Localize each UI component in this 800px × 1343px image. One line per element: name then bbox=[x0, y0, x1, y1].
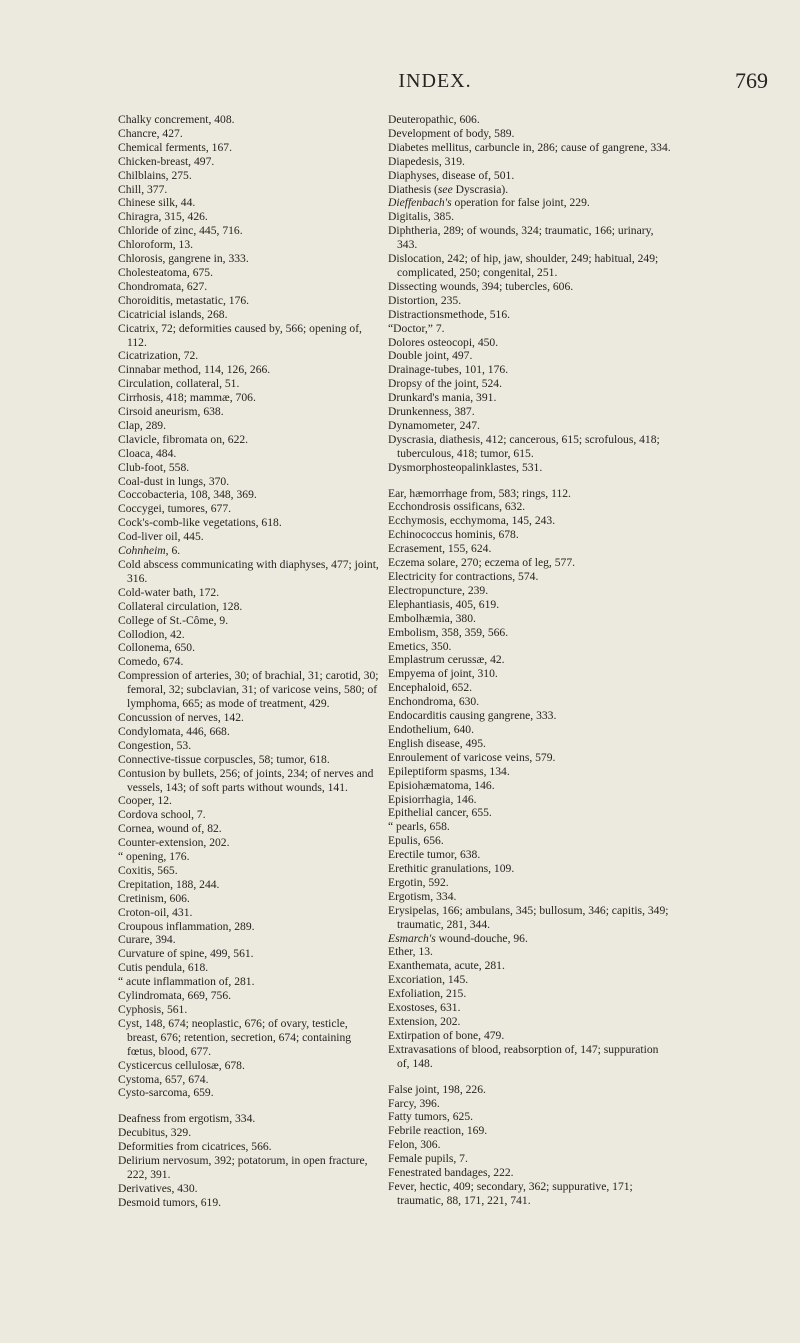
index-entry: Cock's-comb-like vegetations, 618. bbox=[118, 516, 282, 530]
index-entry: Double joint, 497. bbox=[388, 349, 473, 363]
index-entry: Embolism, 358, 359, 566. bbox=[388, 625, 509, 639]
index-entry: Distortion, 235. bbox=[388, 293, 462, 307]
index-entry: Enroulement of varicose veins, 579. bbox=[388, 750, 556, 764]
index-entry: Farcy, 396. bbox=[388, 1096, 440, 1110]
index-entry: Chondromata, 627. bbox=[118, 279, 208, 293]
index-entry: Ergotin, 592. bbox=[388, 875, 449, 889]
index-entry: Dysmorphosteopalinklastes, 531. bbox=[388, 460, 543, 474]
index-entry: Felon, 306. bbox=[388, 1138, 441, 1152]
index-entry: Cretinism, 606. bbox=[118, 891, 190, 905]
index-entry: Drainage-tubes, 101, 176. bbox=[388, 363, 509, 377]
index-entry: “ opening, 176. bbox=[118, 850, 190, 864]
index-entry: Chilblains, 275. bbox=[118, 168, 192, 182]
index-entry: Congestion, 53. bbox=[118, 738, 192, 752]
index-entry: Chill, 377. bbox=[118, 182, 168, 196]
index-entry: Cyphosis, 561. bbox=[118, 1003, 188, 1016]
index-entry: Croupous inflammation, 289. bbox=[118, 919, 255, 933]
index-entry: Connective-tissue corpuscles, 58; tumor, 618. bbox=[118, 752, 330, 766]
index-entry: Erysipelas, 166; ambulans, 345; bullosum, 346; capitis, 349; traumatic, 281, 344. bbox=[388, 903, 669, 931]
index-column-left bbox=[118, 113, 380, 1210]
index-entry: Extirpation of bone, 479. bbox=[388, 1028, 505, 1042]
index-entry: Cirrhosis, 418; mammæ, 706. bbox=[118, 391, 256, 405]
index-entry: Extravasations of blood, reabsorption of, 147; suppuration of, 148. bbox=[388, 1042, 659, 1070]
index-entry: Epulis, 656. bbox=[388, 834, 444, 848]
index-entry: Concussion of nerves, 142. bbox=[118, 710, 244, 724]
index-entry: Coal-dust in lungs, 370. bbox=[118, 474, 230, 488]
index-entry: Chalky concrement, 408. bbox=[118, 113, 235, 126]
index-entry: Exanthemata, acute, 281. bbox=[388, 959, 505, 973]
index-entry: Dynamometer, 247. bbox=[388, 418, 480, 432]
page-number: 769 bbox=[735, 68, 768, 93]
index-entry: Chloroform, 13. bbox=[118, 238, 194, 252]
section-gap bbox=[118, 1100, 380, 1112]
index-entry: Collonema, 650. bbox=[118, 641, 195, 655]
index-entry: Elephantiasis, 405, 619. bbox=[388, 597, 500, 611]
index-entry: Club-foot, 558. bbox=[118, 460, 190, 474]
section-gap bbox=[388, 1071, 672, 1083]
index-entry: Cold abscess communicating with diaphyses, 477; joint, 316. bbox=[118, 558, 379, 585]
index-entry: Episiorrhagia, 146. bbox=[388, 792, 477, 806]
index-entry: Comedo, 674. bbox=[118, 655, 184, 669]
index-entry: Cooper, 12. bbox=[118, 794, 172, 808]
index-entry: Eczema solare, 270; eczema of leg, 577. bbox=[388, 556, 576, 570]
index-entry: Ether, 13. bbox=[388, 945, 433, 959]
index-entry: Drunkenness, 387. bbox=[388, 405, 475, 419]
index-entry: Cod-liver oil, 445. bbox=[118, 530, 204, 544]
index-entry: Endothelium, 640. bbox=[388, 722, 474, 736]
index-entry: Development of body, 589. bbox=[388, 126, 515, 140]
index-entry: Cirsoid aneurism, 638. bbox=[118, 405, 224, 419]
index-entry: Condylomata, 446, 668. bbox=[118, 724, 230, 738]
index-entry: Crepitation, 188, 244. bbox=[118, 877, 220, 891]
index-entry: Cutis pendula, 618. bbox=[118, 961, 209, 975]
index-entry: Deformities from cicatrices, 566. bbox=[118, 1140, 272, 1154]
index-entry: Diaphyses, disease of, 501. bbox=[388, 168, 515, 182]
index-entry: Chancre, 427. bbox=[118, 126, 183, 140]
index-entry: Cysto-sarcoma, 659. bbox=[118, 1086, 214, 1100]
index-entry: Chinese silk, 44. bbox=[118, 196, 196, 210]
index-entry: Excoriation, 145. bbox=[388, 973, 469, 987]
index-entry: Compression of arteries, 30; of brachial, 31; carotid, 30; femoral, 32; subclavian, 31; of varicose veins, 580; of lymphoma, 665; as mode of treatment, 429. bbox=[118, 669, 379, 711]
index-entry: Digitalis, 385. bbox=[388, 210, 455, 224]
index-entry: Cinnabar method, 114, 126, 266. bbox=[118, 363, 271, 377]
index-entry: Cicatrix, 72; deformities caused by, 566; opening of, 112. bbox=[118, 321, 362, 349]
index-entry: Enchondroma, 630. bbox=[388, 695, 480, 709]
index-entry: “Doctor,” 7. bbox=[388, 321, 445, 335]
index-entry: “ pearls, 658. bbox=[388, 820, 450, 834]
index-entry: College of St.-Côme, 9. bbox=[118, 613, 229, 627]
index-entry: Dislocation, 242; of hip, jaw, shoulder, 249; habitual, 249; complicated, 250; congenital, 251. bbox=[388, 252, 659, 279]
index-entry: Counter-extension, 202. bbox=[118, 836, 230, 850]
index-entry: Collodion, 42. bbox=[118, 627, 185, 641]
index-entry: Cicatricial islands, 268. bbox=[118, 307, 228, 321]
index-entry: Female pupils, 7. bbox=[388, 1152, 468, 1166]
index-entry: Chemical ferments, 167. bbox=[118, 140, 232, 154]
index-entry: Empyema of joint, 310. bbox=[388, 667, 498, 681]
index-entry: Cysticercus cellulosæ, 678. bbox=[118, 1058, 245, 1072]
index-entry: Croton-oil, 431. bbox=[118, 905, 193, 919]
index-entry: Ecchondrosis ossificans, 632. bbox=[388, 500, 526, 514]
index-entry: Dissecting wounds, 394; tubercles, 606. bbox=[388, 279, 574, 293]
index-entry: Epileptiform spasms, 134. bbox=[388, 764, 510, 778]
index-entry: Clap, 289. bbox=[118, 418, 166, 432]
index-entry: Cold-water bath, 172. bbox=[118, 585, 220, 599]
index-entry: Fatty tumors, 625. bbox=[388, 1110, 474, 1124]
index-entry: Deuteropathic, 606. bbox=[388, 113, 480, 126]
index-entry: Electropuncture, 239. bbox=[388, 583, 489, 597]
index-entry: Electricity for contractions, 574. bbox=[388, 570, 539, 583]
index-entry: Erectile tumor, 638. bbox=[388, 848, 481, 862]
index-entry: Cornea, wound of, 82. bbox=[118, 822, 222, 836]
index-entry: Fenestrated bandages, 222. bbox=[388, 1166, 514, 1180]
index-column-right bbox=[388, 113, 672, 1208]
index-entry: Derivatives, 430. bbox=[118, 1181, 198, 1195]
index-entry: Erethitic granulations, 109. bbox=[388, 862, 515, 876]
index-entry: Febrile reaction, 169. bbox=[388, 1124, 488, 1138]
index-entry: False joint, 198, 226. bbox=[388, 1082, 486, 1096]
index-entry: Distractionsmethode, 516. bbox=[388, 307, 511, 321]
page-header bbox=[110, 68, 768, 100]
index-entry: Cholesteatoma, 675. bbox=[118, 265, 213, 279]
index-entry: Choroiditis, metastatic, 176. bbox=[118, 293, 250, 307]
index-entry: Deafness from ergotism, 334. bbox=[118, 1112, 256, 1126]
index-entry: Ergotism, 334. bbox=[388, 889, 457, 903]
index-entry: Diapedesis, 319. bbox=[388, 154, 465, 168]
section-gap bbox=[388, 475, 672, 487]
index-entry: Chicken-breast, 497. bbox=[118, 154, 215, 168]
index-entry: Fever, hectic, 409; secondary, 362; suppurative, 171; traumatic, 88, 171, 221, 741. bbox=[388, 1179, 633, 1207]
index-entry: Collateral circulation, 128. bbox=[118, 599, 243, 613]
index-entry: Coccobacteria, 108, 348, 369. bbox=[118, 488, 257, 502]
running-title: INDEX. bbox=[398, 70, 472, 92]
index-entry: Encephaloid, 652. bbox=[388, 681, 473, 695]
index-entry: Cyst, 148, 674; neoplastic, 676; of ovary, testicle, breast, 676; retention, secretion, 674; containing fœtus, blood, 677. bbox=[118, 1016, 352, 1058]
index-entry: “ acute inflammation of, 281. bbox=[118, 975, 255, 989]
index-entry: Coccygei, tumores, 677. bbox=[118, 502, 232, 516]
index-entry: Cordova school, 7. bbox=[118, 808, 206, 822]
index-entry: Diabetes mellitus, carbuncle in, 286; cause of gangrene, 334. bbox=[388, 140, 671, 154]
index-entry: Cicatrization, 72. bbox=[118, 349, 199, 363]
index-entry: Cohnheim, 6. bbox=[118, 544, 181, 558]
index-entry: Esmarch's wound-douche, 96. bbox=[388, 931, 528, 945]
index-entry: Contusion by bullets, 256; of joints, 234; of nerves and vessels, 143; of soft parts without wounds, 141. bbox=[118, 766, 374, 794]
index-entry: Cystoma, 657, 674. bbox=[118, 1072, 209, 1086]
index-entry: Diphtheria, 289; of wounds, 324; traumatic, 166; urinary, 343. bbox=[388, 224, 654, 252]
index-entry: Delirium nervosum, 392; potatorum, in open fracture, 222, 391. bbox=[118, 1154, 368, 1181]
index-entry: Chiragra, 315, 426. bbox=[118, 210, 208, 224]
index-entry: Dyscrasia, diathesis, 412; cancerous, 615; scrofulous, 418; tuberculous, 418; tumor, 615. bbox=[388, 432, 660, 460]
index-entry: Ecrasement, 155, 624. bbox=[388, 542, 492, 556]
index-entry: Clavicle, fibromata on, 622. bbox=[118, 432, 249, 446]
index-entry: Curare, 394. bbox=[118, 933, 176, 947]
index-entry: Dieffenbach's operation for false joint, 229. bbox=[388, 196, 590, 210]
index-entry: Epithelial cancer, 655. bbox=[388, 806, 492, 820]
index-entry: Circulation, collateral, 51. bbox=[118, 377, 240, 391]
index-entry: Desmoid tumors, 619. bbox=[118, 1195, 222, 1209]
index-entry: Curvature of spine, 499, 561. bbox=[118, 947, 254, 961]
index-entry: Coxitis, 565. bbox=[118, 863, 178, 877]
index-entry: Embolhæmia, 380. bbox=[388, 611, 476, 625]
index-entry: Dolores osteocopi, 450. bbox=[388, 335, 499, 349]
index-entry: Ear, hæmorrhage from, 583; rings, 112. bbox=[388, 486, 571, 500]
index-entry: Emplastrum cerussæ, 42. bbox=[388, 653, 505, 667]
index-entry: Drunkard's mania, 391. bbox=[388, 391, 497, 405]
index-entry: Exfoliation, 215. bbox=[388, 987, 467, 1001]
index-entry: Cylindromata, 669, 756. bbox=[118, 989, 232, 1003]
index-entry: Dropsy of the joint, 524. bbox=[388, 377, 502, 391]
index-entry: Chlorosis, gangrene in, 333. bbox=[118, 252, 249, 266]
index-entry: Chloride of zinc, 445, 716. bbox=[118, 224, 243, 238]
index-entry: Exostoses, 631. bbox=[388, 1001, 461, 1015]
index-entry: Ecchymosis, ecchymoma, 145, 243. bbox=[388, 514, 556, 528]
index-entry: Endocarditis causing gangrene, 333. bbox=[388, 709, 557, 723]
index-entry: English disease, 495. bbox=[388, 736, 486, 750]
index-entry: Episiohæmatoma, 146. bbox=[388, 778, 495, 792]
index-entry: Emetics, 350. bbox=[388, 639, 452, 653]
index-entry: Echinococcus hominis, 678. bbox=[388, 528, 519, 542]
index-entry: Diathesis (see Dyscrasia). bbox=[388, 182, 509, 196]
index-entry: Extension, 202. bbox=[388, 1015, 461, 1028]
index-entry: Cloaca, 484. bbox=[118, 446, 177, 460]
index-entry: Decubitus, 329. bbox=[118, 1126, 192, 1140]
